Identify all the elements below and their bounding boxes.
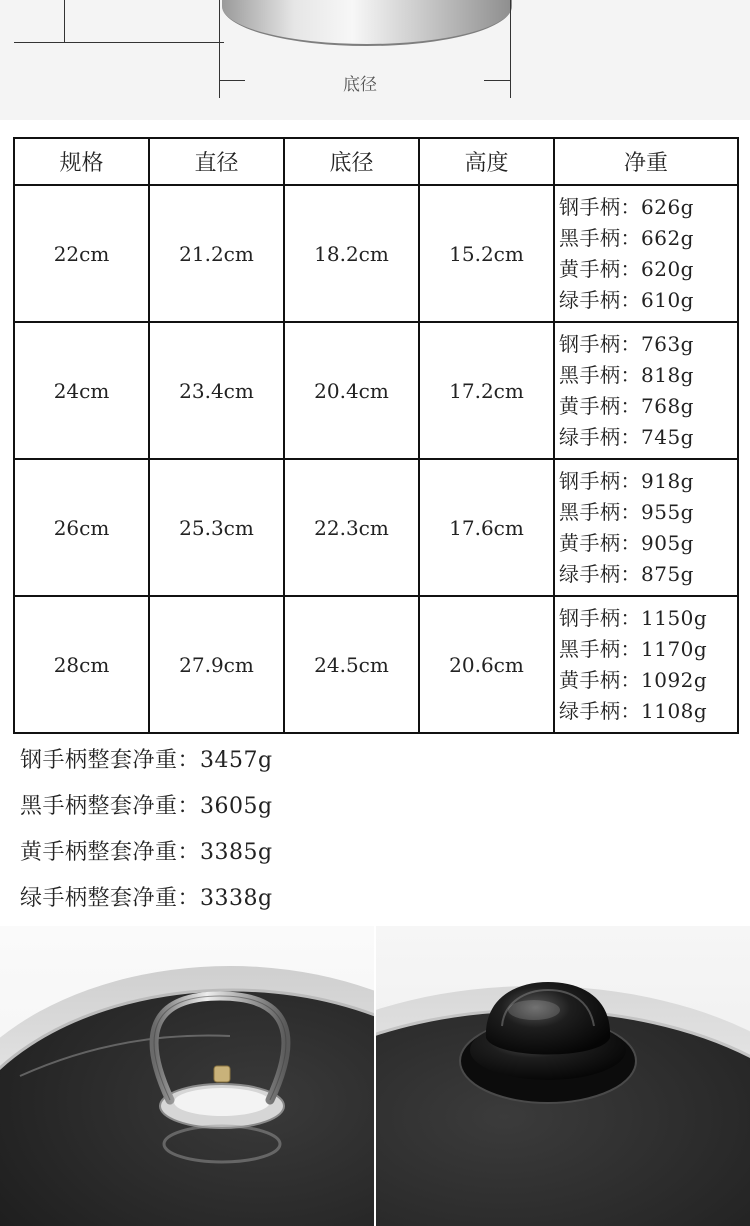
- cell-base: 18.2cm: [284, 185, 419, 322]
- weight-steel: 钢手柄：763g: [559, 331, 694, 356]
- black-knob-lid-image: [376, 926, 750, 1226]
- total-green-handle: 绿手柄整套净重：3338g: [20, 886, 273, 911]
- cell-base: 22.3cm: [284, 459, 419, 596]
- weight-yellow: 黄手柄：905g: [559, 530, 694, 555]
- base-diameter-label: 底径: [343, 75, 377, 95]
- cell-height: 17.6cm: [419, 459, 554, 596]
- dimension-tick: [64, 0, 65, 42]
- dimension-line: [219, 80, 245, 81]
- weight-black: 黑手柄：662g: [559, 225, 694, 250]
- weight-yellow: 黄手柄：1092g: [559, 667, 708, 692]
- weight-black: 黑手柄：955g: [559, 499, 694, 524]
- weight-steel: 钢手柄：1150g: [559, 605, 708, 630]
- header-weight: 净重: [554, 138, 738, 185]
- pot-bottom-image: [222, 0, 512, 46]
- steel-handle-lid-image: [0, 926, 374, 1226]
- table-row: [14, 459, 738, 596]
- header-diameter: 直径: [149, 138, 284, 185]
- steel-handle-lid-photo: [0, 926, 374, 1226]
- cell-weights: [554, 185, 738, 322]
- weight-steel: 钢手柄：626g: [559, 194, 694, 219]
- cell-diameter: 25.3cm: [149, 459, 284, 596]
- cell-size: 22cm: [14, 185, 149, 322]
- weight-steel: 钢手柄：918g: [559, 468, 694, 493]
- dimension-line: [484, 80, 510, 81]
- weight-green: 绿手柄：610g: [559, 287, 694, 312]
- weight-green: 绿手柄：745g: [559, 424, 694, 449]
- total-yellow-handle: 黄手柄整套净重：3385g: [20, 840, 273, 865]
- header-size: 规格: [14, 138, 149, 185]
- cell-size: 26cm: [14, 459, 149, 596]
- weight-yellow: 黄手柄：768g: [559, 393, 694, 418]
- weight-yellow: 黄手柄：620g: [559, 256, 694, 281]
- cell-diameter: 27.9cm: [149, 596, 284, 733]
- table-row: [14, 185, 738, 322]
- table-header-row: [14, 138, 738, 185]
- cell-height: 15.2cm: [419, 185, 554, 322]
- cell-height: 17.2cm: [419, 322, 554, 459]
- spec-table: [13, 137, 739, 734]
- black-knob-lid-photo: [376, 926, 750, 1226]
- cell-size: 24cm: [14, 322, 149, 459]
- cell-height: 20.6cm: [419, 596, 554, 733]
- weight-black: 黑手柄：1170g: [559, 636, 708, 661]
- table-row: [14, 596, 738, 733]
- cell-weights: [554, 459, 738, 596]
- weight-green: 绿手柄：875g: [559, 561, 694, 586]
- header-height: 高度: [419, 138, 554, 185]
- cell-diameter: 23.4cm: [149, 322, 284, 459]
- cell-weights: [554, 596, 738, 733]
- dimension-tick: [219, 0, 220, 98]
- cell-base: 24.5cm: [284, 596, 419, 733]
- weight-black: 黑手柄：818g: [559, 362, 694, 387]
- set-weight-totals: [20, 742, 273, 926]
- total-black-handle: 黑手柄整套净重：3605g: [20, 794, 273, 819]
- cell-size: 28cm: [14, 596, 149, 733]
- dimension-line: [14, 42, 224, 43]
- header-base: 底径: [284, 138, 419, 185]
- dimension-tick: [510, 0, 511, 98]
- cell-base: 20.4cm: [284, 322, 419, 459]
- cell-diameter: 21.2cm: [149, 185, 284, 322]
- total-steel-handle: 钢手柄整套净重：3457g: [20, 748, 273, 773]
- dimension-diagram: [0, 0, 750, 120]
- weight-green: 绿手柄：1108g: [559, 698, 708, 723]
- table-row: [14, 322, 738, 459]
- cell-weights: [554, 322, 738, 459]
